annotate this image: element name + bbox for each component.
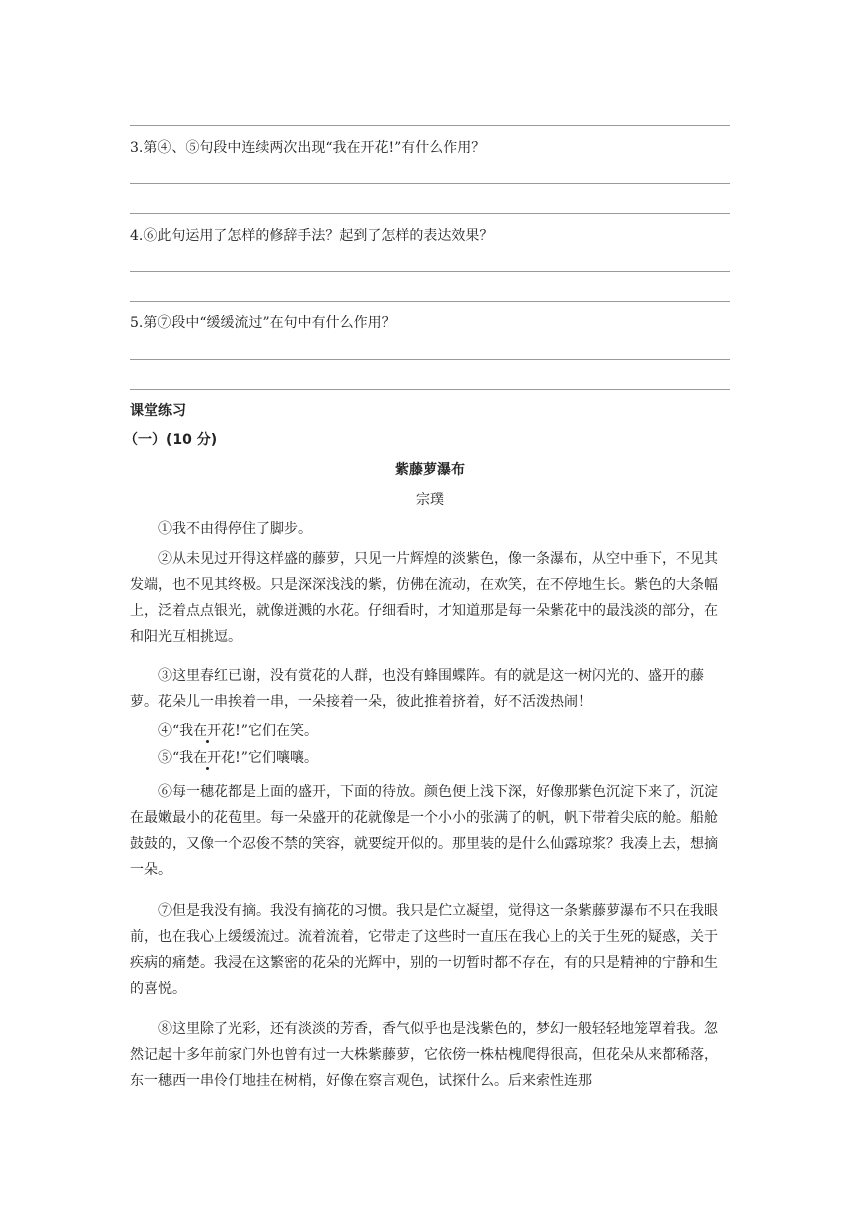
emphasis-text: 我在开花 — [179, 750, 236, 766]
question-3: 3.第④、⑤句段中连续两次出现“我在开花!”有什么作用？ — [130, 140, 486, 156]
question-5: 5.第⑦段中“缓缓流过”在句中有什么作用？ — [130, 315, 396, 331]
emphasis-text: 我在开花 — [179, 723, 236, 739]
paragraph-7: ⑦但是我没有摘。我没有摘花的习惯。我只是伫立凝望，觉得这一条紫藤萝瀑布不只在我眼前，也在我心上缓缓流过。流着流着，它带走了这些时一直压在我心上的关于生死的疑惑，关于疾病的痛楚。我浸在这繁密的花朵的光辉中，别的一切暂时都不存在，有的只是精神的宁静和生的喜悦。 — [130, 903, 718, 997]
answer-line — [130, 125, 730, 126]
paragraph-5-suffix: !”它们嚷嚷。 — [235, 750, 318, 766]
answer-line — [130, 389, 730, 390]
paragraph-2: ②从未见过开得这样盛的藤萝，只见一片辉煌的淡紫色，像一条瀑布，从空中垂下，不见其发端，也不见其终极。只是深深浅浅的紫，仿佛在流动，在欢笑，在不停地生长。紫色的大条幅上，泛着点点银光，就像迸溅的水花。仔细看时，才知道那是每一朵紫花中的最浅淡的部分，在和阳光互相挑逗。 — [130, 551, 718, 645]
paragraph-5 — [130, 745, 730, 771]
paragraph-8: ⑧这里除了光彩，还有淡淡的芳香，香气似乎也是浅紫色的，梦幻一般轻轻地笼罩着我。忽然记起十多年前家门外也曾有过一大株紫藤萝，它依傍一株枯槐爬得很高，但花朵从来都稀落，东一穗西一串伶仃地挂在树梢，好像在察言观色，试探什么。后来索性连那 — [130, 1021, 718, 1089]
answer-line — [130, 301, 730, 302]
answer-line — [130, 183, 730, 184]
section-part: （一）(10 分) — [124, 432, 218, 448]
answer-line — [130, 213, 730, 214]
passage-title: 紫藤萝瀑布 — [395, 462, 465, 478]
paragraph-4 — [130, 718, 730, 744]
answer-line — [130, 359, 730, 360]
paragraph-5-prefix: ⑤“ — [158, 750, 180, 766]
question-4: 4.⑥此句运用了怎样的修辞手法？起到了怎样的表达效果？ — [130, 228, 494, 244]
paragraph-3: ③这里春红已谢，没有赏花的人群，也没有蜂围蝶阵。有的就是这一树闪光的、盛开的藤萝。花朵儿一串挨着一串，一朵接着一朵，彼此推着挤着，好不活泼热闹！ — [130, 668, 704, 710]
paragraph-4-suffix: !”它们在笑。 — [235, 723, 318, 739]
paragraph-4-prefix: ④“ — [158, 723, 180, 739]
paragraph-6: ⑥每一穗花都是上面的盛开，下面的待放。颜色便上浅下深，好像那紫色沉淀下来了，沉淀在最嫩最小的花苞里。每一朵盛开的花就像是一个小小的张满了的帆，帆下带着尖底的舱。船舱鼓鼓的，又像一个忍俊不禁的笑容，就要绽开似的。那里装的是什么仙露琼浆？我凑上去，想摘一朵。 — [130, 784, 718, 878]
passage-author: 宗璞 — [416, 492, 444, 508]
answer-line — [130, 271, 730, 272]
paragraph-1: ①我不由得停住了脚步。 — [158, 521, 312, 537]
section-heading: 课堂练习 — [130, 403, 186, 419]
